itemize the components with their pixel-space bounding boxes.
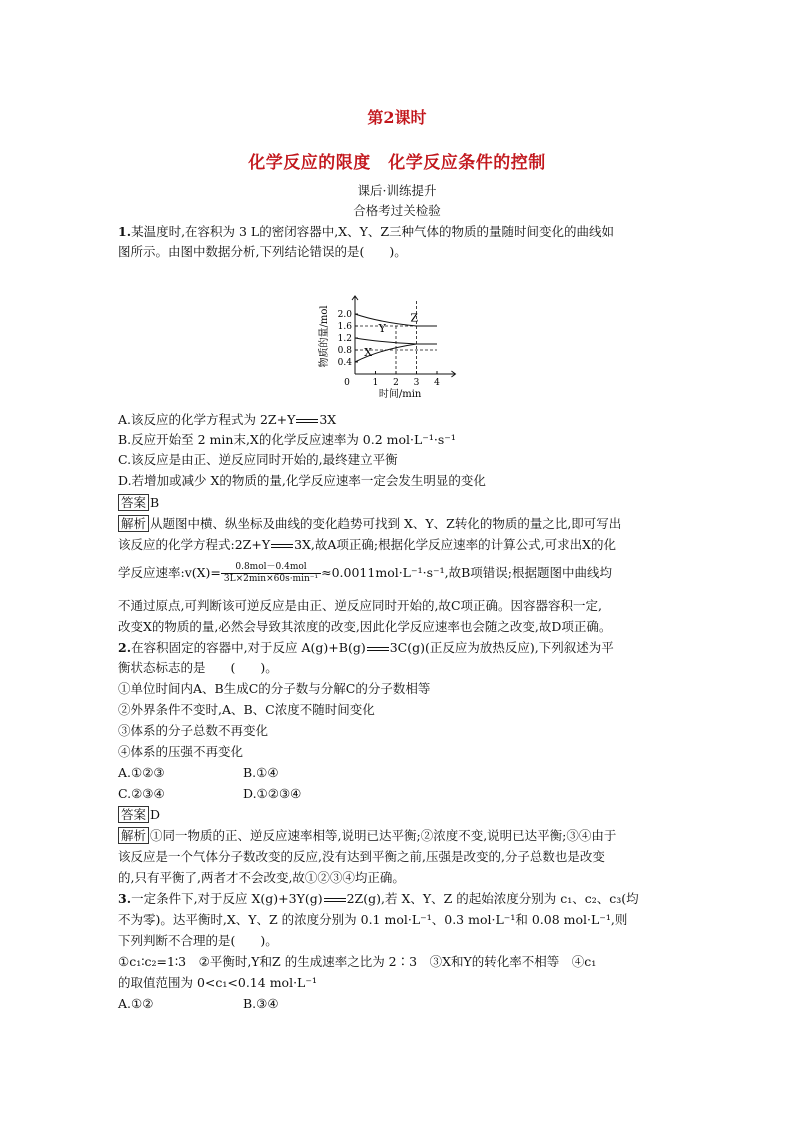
q2-analysis-line1: 解析 ①同一物质的正、逆反应速率相等,说明已达平衡;②浓度不变,说明已达平衡;③④由于 [118, 826, 683, 846]
x-tick-label: 1 [372, 378, 379, 388]
q3-statements-line1: ①c₁∶c₂=1∶3 ②平衡时,Y和Z 的生成速率之比为 2∶3 ③X和Y的转化率不相等 ④c₁ [118, 954, 597, 969]
q2-number: 2. [118, 640, 132, 655]
x-tick-label: 2 [393, 378, 399, 388]
page-title: 化学反应的限度 化学反应条件的控制 [248, 153, 546, 173]
q2-statement-3: ③体系的分子总数不再变化 [118, 723, 269, 738]
q3-stem-line2: 不为零)。达平衡时,X、Y、Z 的浓度分别为 0.1 mol·L⁻¹、0.3 mol·L⁻¹和 0.08 mol·L⁻¹,则 [118, 912, 628, 927]
q1-analysis-line4: 不通过原点,可判断该可逆反应是由正、逆反应同时开始的,故C项正确。因容器容积一定, [118, 598, 602, 613]
lesson-heading: 第2课时 [367, 108, 427, 127]
q1-stem-line1: 1.某温度时,在容积为 3 L的密闭容器中,X、Y、Z三种气体的物质的量随时间变化的曲线如 [118, 224, 615, 239]
y-tick-label: 0.4 [337, 358, 352, 368]
reversible-arrow-icon [367, 647, 389, 651]
q1-answer: 答案 B [118, 493, 683, 513]
y-axis-label: 物质的量/mol [319, 305, 330, 368]
q3-number: 3. [118, 891, 132, 906]
q2-stem-line1: 2.在容积固定的容器中,对于反应 A(g)+B(g) 3C(g)(正反应为放热反应),下列叙述为平 [118, 640, 614, 655]
answer-tag: 答案 [118, 806, 149, 823]
q2-stem-line2: 衡状态标志的是 ( )。 [118, 660, 278, 675]
q1-option-d: D.若增加或减少 X的物质的量,化学反应速率一定会发生明显的变化 [118, 473, 486, 488]
q1-analysis-line5: 改变X的物质的量,必然会导致其浓度的改变,因此化学反应速率也会随之改变,故D项正确。 [118, 619, 612, 634]
q1-analysis-line3: 学反应速率:v(X)= $\frac{\text{0.8mol－0.4mol}}{\text{3L×2min×60s·min⁻¹}}$ ≈0.0011mol·L⁻¹·s⁻¹,故B项错误;根据题图中曲线均 [118, 562, 612, 584]
q2-analysis-line2: 该反应是一个气体分子数改变的反应,没有达到平衡之前,压强是改变的,分子总数也是改变 [118, 849, 605, 864]
rate-fraction: $\frac{\text{0.8mol－0.4mol}}{\text{3L×2min×60s·min⁻¹}}$ [221, 562, 321, 585]
q3-options-row1: A.①② B.③④ [118, 996, 279, 1011]
x-axis-label: 时间/min [378, 389, 422, 400]
y-tick-label: 1.6 [337, 322, 352, 332]
q1-analysis-line2: 该反应的化学方程式:2Z+Y 3X,故A项正确;根据化学反应速率的计算公式,可求出X的化 [118, 537, 617, 552]
q1-analysis-line1: 解析 从题图中横、纵坐标及曲线的变化趋势可找到 X、Y、Z转化的物质的量之比,即可写出 [118, 514, 683, 534]
q2-analysis-line3: 的,只有平衡了,两者才不会改变,故①②③④均正确。 [118, 870, 405, 885]
q1-option-b: B.反应开始至 2 min末,X的化学反应速率为 0.2 mol·L⁻¹·s⁻¹ [118, 432, 456, 447]
series-line-z [355, 311, 437, 326]
section-subtitle-2: 合格考过关检验 [353, 203, 441, 218]
y-tick-label: 2.0 [337, 310, 352, 320]
reversible-arrow-icon [296, 419, 318, 423]
y-tick-label: 0.8 [337, 346, 352, 356]
q2-statement-2: ②外界条件不变时,A、B、C浓度不随时间变化 [118, 702, 375, 717]
series-label-x: X [364, 346, 373, 359]
q2-options-row2: C.②③④ D.①②③④ [118, 786, 302, 801]
q1-number: 1. [118, 224, 132, 239]
q3-stem-line1: 3.一定条件下,对于反应 X(g)+3Y(g) 2Z(g),若 X、Y、Z 的起始浓度分别为 c₁、c₂、c₃(均 [118, 891, 639, 906]
q2-statement-4: ④体系的压强不再变化 [118, 744, 244, 759]
section-subtitle: 课后·训练提升 [357, 183, 437, 198]
q1-option-a: A.该反应的化学方程式为 2Z+Y 3X [118, 412, 337, 427]
reversible-arrow-icon [271, 544, 293, 548]
x-tick-label: 0 [344, 378, 350, 388]
x-tick-label: 3 [413, 378, 420, 388]
analysis-tag: 解析 [118, 515, 149, 532]
y-tick-label: 1.2 [337, 334, 352, 344]
q3-stem-line3: 下列判断不合理的是( )。 [118, 933, 278, 948]
q2-options-row1: A.①②③ B.①④ [118, 765, 279, 780]
q2-answer: 答案 D [118, 805, 683, 825]
q3-statements-line2: 的取值范围为 0<c₁<0.14 mol·L⁻¹ [118, 975, 317, 990]
x-tick-label: 4 [434, 378, 440, 388]
amount-time-chart [315, 270, 465, 400]
q2-statement-1: ①单位时间内A、B生成C的分子数与分解C的分子数相等 [118, 681, 431, 696]
answer-tag: 答案 [118, 494, 149, 511]
series-label-z: Z [410, 311, 419, 325]
q1-option-c: C.该反应是由正、逆反应同时开始的,最终建立平衡 [118, 452, 398, 467]
reversible-arrow-icon [324, 898, 346, 902]
q1-stem-line2: 图所示。由图中数据分析,下列结论错误的是( )。 [118, 244, 407, 259]
analysis-tag: 解析 [118, 827, 149, 844]
series-label-y: Y [378, 322, 386, 335]
